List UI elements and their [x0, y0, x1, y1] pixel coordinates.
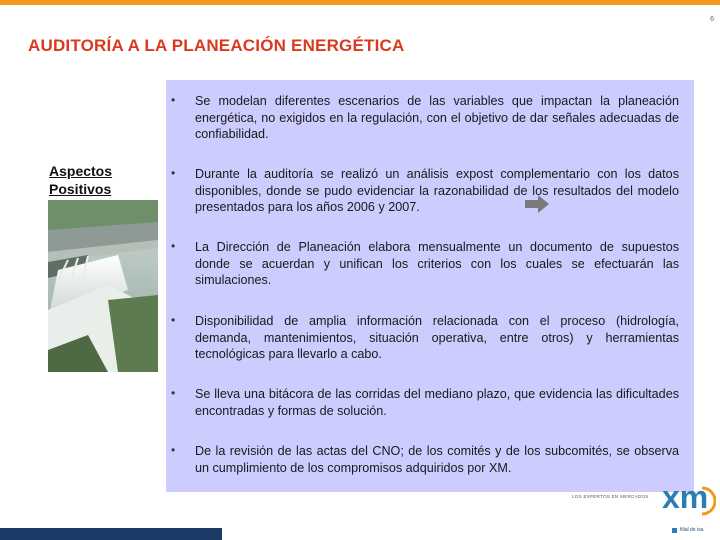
- bullet-icon: •: [171, 239, 176, 253]
- bullet-icon: •: [171, 166, 176, 180]
- dam-image-icon: [48, 200, 158, 372]
- top-accent-bar: [0, 0, 720, 5]
- logo-subtitle: filial de isa: [680, 527, 704, 533]
- finding-text: Durante la auditoría se realizó un análisis expost complementario con los datos disponibles, donde se pudo evidenciar la razonabilidad de los resultados del modelo presentados para los años 2006 y 2007.: [195, 167, 679, 214]
- logo-tagline: LOS EXPERTOS EN MERCADOS: [572, 494, 649, 499]
- finding-text: Disponibilidad de amplia información relacionada con el proceso (hidrología, demanda, mantenimientos, situación operativa, entre otros) y herramientas tecnológicas para llevarlo a cabo.: [195, 314, 679, 361]
- xm-logo: [566, 479, 716, 540]
- bullet-icon: •: [171, 386, 176, 400]
- bottom-bar: [0, 528, 222, 540]
- finding-text: De la revisión de las actas del CNO; de los comités y de los subcomités, se observa un cumplimiento de los compromisos adquiridos por XM.: [195, 444, 679, 475]
- findings-panel: [166, 80, 694, 492]
- arrow-right-icon: [525, 195, 549, 213]
- finding-text: Se modelan diferentes escenarios de las variables que impactan la planeación energética, no exigidos en la regulación, con el objetivo de dar señales adecuadas de confiabilidad.: [195, 94, 679, 141]
- page-number: 6: [710, 16, 714, 23]
- logo-square-icon: [672, 528, 677, 533]
- dam-photo: [48, 200, 158, 372]
- aspects-positive-label: Aspectos Positivos: [49, 163, 113, 197]
- bullet-icon: •: [171, 93, 176, 107]
- logo-brand: xm: [662, 479, 709, 515]
- finding-text: Se lleva una bitácora de las corridas del mediano plazo, que evidencia las dificultades encontradas y formas de solución.: [195, 387, 679, 418]
- finding-text: La Dirección de Planeación elabora mensualmente un documento de supuestos donde se acuerdan y unifican los criterios con los cuales se efectuarán las simulaciones.: [195, 240, 679, 287]
- bullet-icon: •: [171, 443, 176, 457]
- page-title: AUDITORÍA A LA PLANEACIÓN ENERGÉTICA: [28, 36, 405, 55]
- bullet-icon: •: [171, 313, 176, 327]
- logo-arc-icon: [700, 486, 716, 516]
